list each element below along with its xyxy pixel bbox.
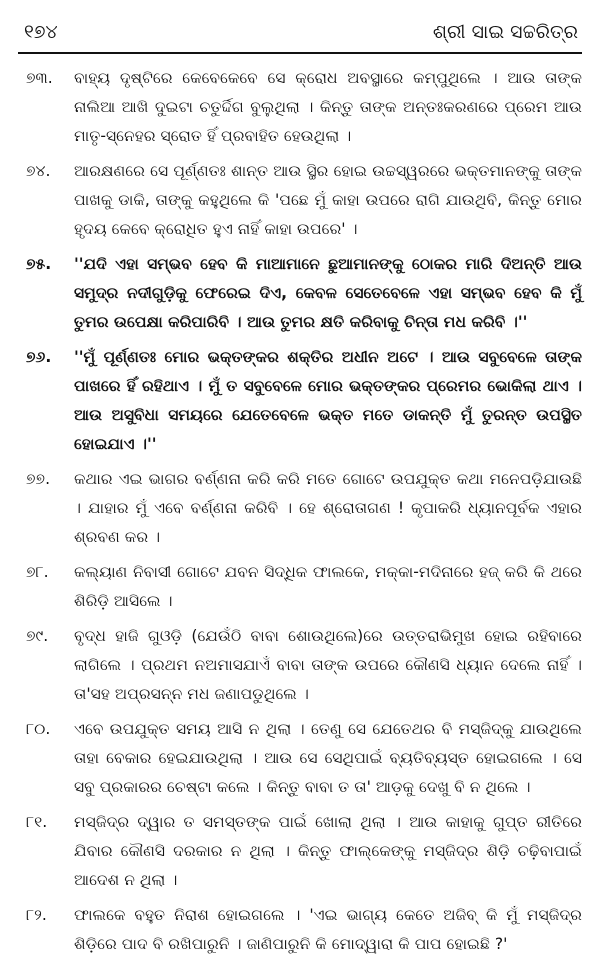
verse-number: ୭୪.: [26, 162, 51, 180]
verse: [18, 901, 582, 959]
page-number: ୧୭୪: [24, 21, 58, 43]
verse-text: ''ଯଦି ଏହା ସମ୍ଭବ ହେବ କି ମାଆମାନେ ଛୁଆମାନଙ୍କୁ ଠୋକର ମାରି ଦିଅନ୍ତି ଆଉ ସମୁଦ୍ର ନଦୀଗୁଡ଼ିକୁ ଫେରେଇ ଦିଏ, କେବଳ ସେତେବେଳେ ଏହା ସମ୍ଭବ ହେବ କି ମୁଁ ତୁମର ଉପେକ୍ଷା କରିପାରିବି । ଆଉ ତୁମର କ୍ଷତି କରିବାକୁ ଚିନ୍ତା ମଧ କରିବି ।'': [74, 255, 582, 331]
verse: [18, 622, 582, 709]
verse-text: ବାହ୍ୟ ଦୃଷ୍ଟିରେ କେବେକେବେ ସେ କ୍ରୋଧ ଅବସ୍ଥାରେ କମ୍ପୁଥିଲେ । ଆଉ ତାଙ୍କ ନାଲିଆ ଆଖି ଦୁଇଟା ଚତୁର୍ଦ୍ଦିଗ ବୁଲୁଥିଲା । କିନ୍ତୁ ତାଙ୍କ ଅନ୍ତଃକରଣରେ ପ୍ରେମ ଆଉ ମାତୃ-ସ୍ନେହର ସ୍ରୋତ ହିଁ ପ୍ରବାହିତ ହେଉଥିଲା ।: [74, 69, 582, 145]
verse: [18, 808, 582, 895]
verse-number: ୭୫.: [26, 255, 52, 273]
verse-text: ଏବେ ଉପଯୁକ୍ତ ସମୟ ଆସି ନ ଥିଲା । ତେଣୁ ସେ ଯେତେଥର ବି ମସ୍‌ଜିଦ୍‌କୁ ଯାଉଥିଲେ ତାହା ବେକାର ହେଇଯାଉଥିଲା । ଆଉ ସେ ସେଥିପାଇଁ ବ୍ୟତିବ୍ୟସ୍ତ ହୋଇଗଲେ । ସେ ସବୁ ପ୍ରକାରର ଚେଷ୍ଟା କଲେ । କିନ୍ତୁ ବାବା ତ ତା' ଆଡ଼କୁ ଦେଖୁ ବି ନ ଥିଲେ ।: [74, 720, 582, 796]
verse-number: ୮୧.: [26, 813, 48, 831]
verse-text: ବୃଦ୍ଧ ହାଜି ଗୁଓଡ଼ି (ଯେଉଁଠି ବାବା ଶୋଉଥିଲେ)ରେ ଉତ୍ତରାଭିମୁଖ ହୋଇ ରହିବାରେ ଲାଗିଲେ । ପ୍ରଥମ ନଅମାସଯାଏଁ ବାବା ତାଙ୍କ ଉପରେ କୌଣସି ଧ୍ୟାନ ଦେଲେ ନାହିଁ । ତା'ସହ ଅପ୍ରସନ୍ନ ମଧ ଜଣାପଡୁଥିଲେ ।: [74, 627, 582, 703]
verse-number: ୮୨.: [26, 906, 47, 924]
page-header: [18, 14, 582, 50]
verse: [18, 715, 582, 802]
book-title: ଶ୍ରୀ ସାଇ ସଚ୍ଚରିତ୍ର: [432, 21, 578, 43]
verse-number: ୭୭.: [26, 470, 51, 488]
verse-text: ମସ୍‌ଜିଦ୍‌ର ଦ୍ୱାର ତ ସମସ୍ତଙ୍କ ପାଇଁ ଖୋଲା ଥିଲା । ଆଉ କାହାକୁ ଗୁପ୍ତ ରୀତିରେ ଯିବାର କୌଣସି ଦରକାର ନ ଥିଲା । କିନ୍ତୁ ଫାଲ୍‌କେଙ୍କୁ ମସ୍‌ଜିଦ୍‌ର ଶିଡ଼ି ଚଢ଼ିବାପାଇଁ ଆଦେଶ ନ ଥିଲା ।: [74, 813, 582, 889]
verse-text: ଆରକ୍ଷଣରେ ସେ ପୂର୍ଣ୍ଣତଃ ଶାନ୍ତ ଆଉ ସ୍ଥିର ହୋଇ ଉଚ୍ଚସ୍ୱରରେ ଭକ୍ତମାନଙ୍କୁ ତାଙ୍କ ପାଖକୁ ଡାକି, ତାଙ୍କୁ କହୁଥିଲେ କି 'ପଛେ ମୁଁ କାହା ଉପରେ ରାଗି ଯାଉଥିବି, କିନ୍ତୁ ମୋର ହୃଦୟ କେବେ କ୍ରୋଧିତ ହୁଏ ନାହିଁ କାହା ଉପରେ' ।: [74, 162, 582, 238]
verse-number: ୭୮.: [26, 563, 49, 581]
verse-number: ୮୦.: [26, 720, 51, 738]
verse-number: ୭୬.: [26, 348, 52, 366]
verse-text: ''ମୁଁ ପୂର୍ଣ୍ଣତଃ ମୋର ଭକ୍ତଙ୍କର ଶକ୍ତିର ଅଧୀନ ଅଟେ । ଆଉ ସବୁବେଳେ ତାଙ୍କ ପାଖରେ ହିଁ ରହିଥାଏ । ମୁଁ ତ ସବୁବେଳେ ମୋର ଭକ୍ତଙ୍କର ପ୍ରେମର ଭୋକିଲା ଥାଏ । ଆଉ ଅସୁବିଧା ସମୟରେ ଯେତେବେଳେ ଭକ୍ତ ମତେ ଡାକନ୍ତି ମୁଁ ତୁରନ୍ତ ଉପସ୍ଥିତ ହୋଇଯାଏ ।'': [74, 348, 582, 453]
verse-text: ଫାଲକେ ବହୁତ ନିରାଶ ହୋଇଗଲେ । 'ଏଇ ଭାଗ୍ୟ କେତେ ଅଜିବ୍ କି ମୁଁ ମସ୍‌ଜିଦ୍‌ର ଶିଡ଼ିରେ ପାଦ ବି ରଖିପାରୁନି । ଜାଣିପାରୁନି କି ମୋଦ୍ୱାରା କି ପାପ ହୋଇଛି ?': [74, 906, 582, 953]
verse-quote: [18, 343, 582, 459]
verse-number: ୭୩.: [26, 69, 53, 87]
verse: [18, 465, 582, 552]
verse: [18, 558, 582, 616]
verse-text: କଥାର ଏଇ ଭାଗର ବର୍ଣ୍ଣନା କରି କରି ମତେ ଗୋଟେ ଉପଯୁକ୍ତ କଥା ମନେପଡ଼ିଯାଉଛି । ଯାହାର ମୁଁ ଏବେ ବର୍ଣ୍ଣନା କରିବି । ହେ ଶ୍ରୋତାଗଣ ! କୃପାକରି ଧ୍ୟାନପୂର୍ବକ ଏହାର ଶ୍ରବଣ କର ।: [74, 470, 582, 546]
verse-text: କଲ୍ୟାଣ ନିବାସୀ ଗୋଟେ ଯବନ ସିଦ୍ଧିକ ଫାଲକେ, ମକ୍କା-ମଦିନାରେ ହଜ୍ କରି କି ଥରେ ଶିରିଡ଼ି ଆସିଲେ ।: [74, 563, 582, 610]
verse: [18, 157, 582, 244]
verse-number: ୭୯.: [26, 627, 49, 645]
header-rule: [18, 52, 582, 54]
verse: [18, 64, 582, 151]
verse-quote: [18, 250, 582, 337]
